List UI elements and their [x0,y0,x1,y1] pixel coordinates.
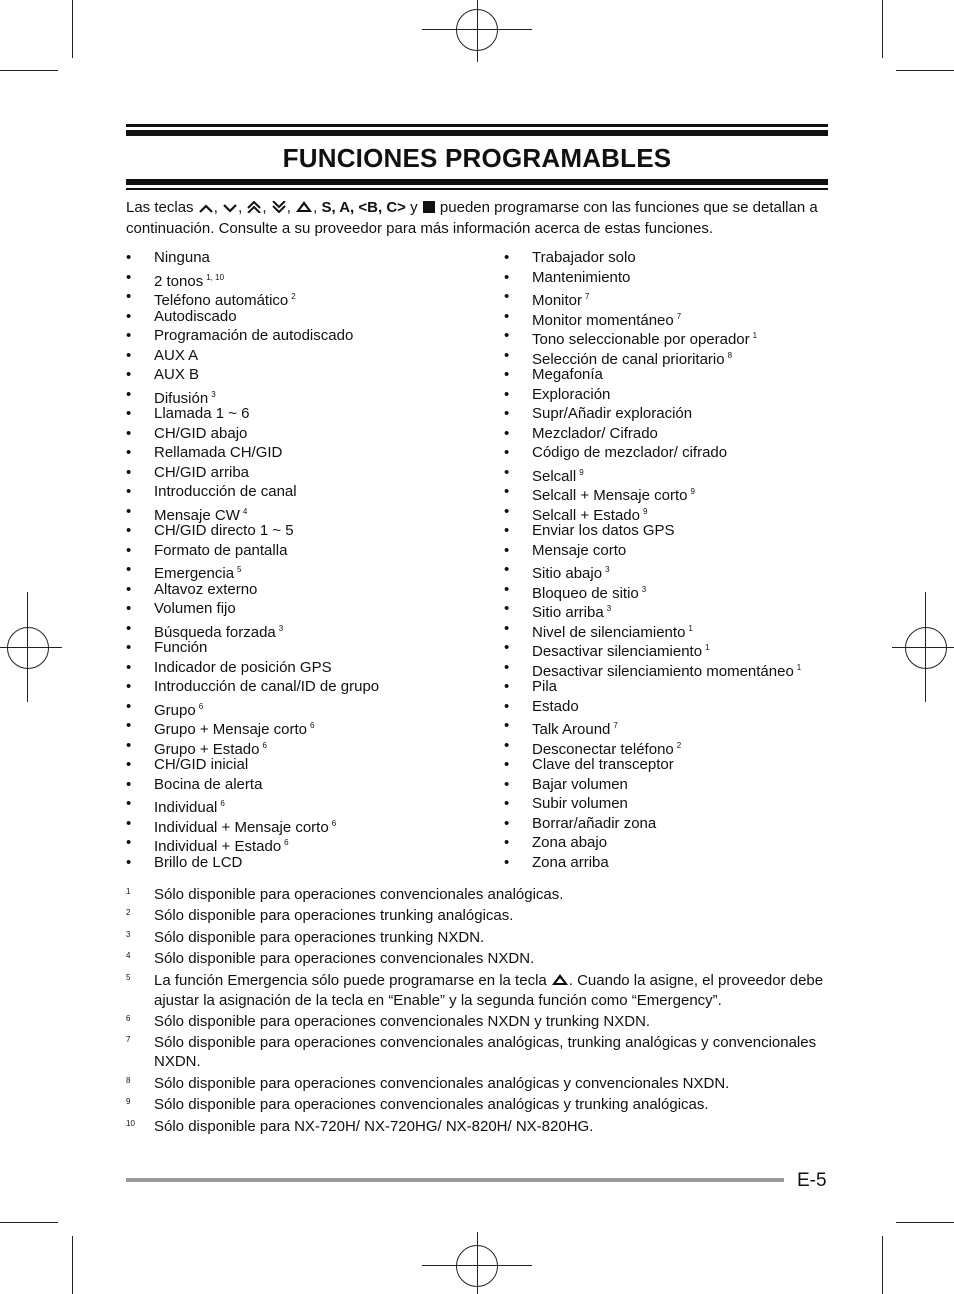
bullet: • [126,697,132,715]
list-item-label: Mensaje CW [154,506,240,524]
list-item [126,599,379,619]
bullet: • [504,717,510,734]
bullet: • [126,346,132,364]
list-item [504,814,801,834]
bullet: • [126,522,132,539]
list-item-label: Volumen fijo [154,600,236,617]
list-item-label: Monitor momentáneo [532,311,674,329]
chevron-down-icon [223,199,237,219]
list-item-label: Estado [532,697,579,715]
bullet: • [504,346,510,364]
list-item-label: Búsqueda forzada [154,623,276,641]
list-item-label: Emergencia [154,565,235,582]
footnote-number: 5 [126,972,131,982]
list-item [504,697,801,717]
bullet: • [504,444,510,461]
bullet: • [126,288,132,305]
footnote-ref: 1, 10 [206,272,225,282]
bullet: • [126,483,132,500]
bullet: • [504,502,510,520]
footnote-ref: 6 [220,799,225,808]
footnote [126,906,828,925]
list-item [504,521,801,541]
bullet: • [126,385,132,403]
list-item [126,736,379,756]
bullet: • [504,658,510,676]
list-item-label: Monitor [532,292,583,309]
emergency-triangle-icon [296,199,312,219]
list-item [504,736,801,756]
list-item-label: Grupo + Estado [154,740,260,758]
list-item [504,502,801,522]
footnote-ref: 6 [284,838,289,847]
list-item [504,755,801,775]
footnote-ref: 2 [291,292,296,301]
footnote [126,1033,828,1071]
bullet: • [504,853,510,871]
double-chevron-down-icon [272,199,286,219]
footnote-ref: 3 [278,623,284,633]
list-item-label: AUX A [154,346,199,364]
list-item-label: Desactivar silenciamiento [532,643,703,660]
bullet: • [126,795,132,812]
bullet: • [504,288,510,305]
list-item [126,424,379,444]
list-item-label: Desactivar silenciamiento momentáneo [532,662,794,680]
footnote-ref: 1 [752,331,758,340]
list-item-label: Formato de pantalla [154,541,288,559]
list-item [504,326,801,346]
list-item [504,833,801,853]
footnote-ref: 5 [237,565,242,574]
list-item [126,814,379,834]
list-item-label: Trabajador solo [532,249,636,266]
list-item [126,521,379,541]
list-item-label: AUX B [154,366,200,383]
bullet: • [126,678,132,695]
list-item-label: Bloqueo de sitio [532,584,639,602]
page-number: E-5 [797,1170,827,1191]
list-item-label: Llamada 1 ~ 6 [154,405,250,422]
list-item-label: Selección de canal prioritario [532,350,725,368]
bullet: • [126,541,132,559]
footnote-text: Sólo disponible para operaciones convencionales analógicas y convencionales NXDN. [154,1074,730,1092]
footnote-ref: 7 [613,721,618,730]
list-item-label: Nivel de silenciamiento [532,623,686,641]
intro-paragraph: Las teclas , , , , , S, A, <B, C> y pueden programarse con las funciones que se detallan a continuación. Consulte a su proveedor para más información acerca de estas funciones. [126,199,818,237]
list-item [126,502,379,522]
footnote-text: Sólo disponible para NX-720H/ NX-720HG/ NX-820H/ NX-820HG. [154,1117,594,1135]
list-item-label: Introducción de canal/ID de grupo [154,678,380,695]
list-item-label: Selcall + Estado [532,506,640,524]
bullet: • [504,268,510,286]
bullet: • [126,619,132,637]
bullet: • [504,600,510,617]
footnote [126,928,828,947]
list-item [126,755,379,775]
bullet: • [504,366,510,383]
footnote [126,1012,828,1031]
list-item-label: Zona arriba [532,853,609,871]
list-item [126,541,379,561]
footnote-ref: 3 [606,604,612,613]
list-item [504,775,801,795]
list-item-label: Código de mezclador/ cifrado [532,444,728,461]
function-list-left [126,248,379,872]
list-item [504,716,801,736]
bullet: • [126,756,132,773]
list-item-label: Bajar volumen [532,775,628,793]
list-item [504,638,801,658]
footnote [126,1074,828,1093]
footnote-number: 9 [126,1097,131,1107]
list-item [504,307,801,327]
list-item-label: Mensaje corto [532,541,627,559]
bullet: • [504,678,510,695]
list-item-label: Grupo + Mensaje corto [154,721,307,738]
footnote-ref: 7 [585,292,590,301]
footnote-ref: 4 [242,506,248,516]
footnote-number: 7 [126,1035,131,1045]
emergency-triangle-icon [548,972,568,991]
bullet: • [126,405,132,422]
list-item [504,443,801,463]
list-item-label: Individual [154,799,218,816]
footnote-ref: 7 [676,311,682,321]
bullet: • [504,736,510,754]
list-item-label: Exploración [532,385,611,403]
list-item [504,619,801,639]
list-item-label: Mezclador/ Cifrado [532,424,658,442]
list-item-label: Programación de autodiscado [154,327,354,344]
title-rule-top [126,124,828,127]
bullet: • [504,834,510,851]
bullet: • [504,697,510,715]
footnote-ref: 1 [705,643,710,652]
bullet: • [504,561,510,578]
list-item [126,307,379,327]
footnote-text-continued: . Cuando la asigne, el proveedor debe ajustar la asignación de la tecla en “Enable” y la segunda función como “Emergency”. [154,971,824,1009]
title-rule-bottom-heavy [126,179,828,185]
list-item-label: Autodiscado [154,307,237,325]
list-item-label: Sitio arriba [532,604,604,621]
bullet: • [126,249,132,266]
list-item [504,580,801,600]
list-item [126,619,379,639]
list-item [504,482,801,502]
list-item [126,697,379,717]
list-item [504,541,801,561]
list-item-label: Enviar los datos GPS [532,522,675,539]
list-item-label: CH/GID inicial [154,756,249,773]
footnote-ref: 9 [690,487,695,496]
bullet: • [126,307,132,325]
bullet: • [126,775,132,793]
list-item [504,853,801,873]
list-item [126,443,379,463]
list-item-label: Grupo [154,701,196,719]
list-item [126,248,379,268]
footnote-number: 3 [126,929,131,939]
footnote-text: Sólo disponible para operaciones convencionales NXDN. [154,950,535,968]
list-item [126,385,379,405]
list-item [126,716,379,736]
list-item-label: Ninguna [154,249,210,266]
list-item-label: Desconectar teléfono [532,740,674,758]
footnote-ref: 9 [642,506,648,516]
function-list-right [504,248,801,872]
bullet: • [504,463,510,481]
footnote-ref: 3 [641,584,647,594]
list-item-label: Supr/Añadir exploración [532,405,693,422]
bullet: • [126,717,132,734]
bullet: • [126,502,132,520]
bullet: • [126,366,132,383]
list-item [126,775,379,795]
list-item-label: CH/GID arriba [154,463,250,481]
list-item-label: Borrar/añadir zona [532,814,657,832]
list-item [504,287,801,307]
bullet: • [126,639,132,656]
bullet: • [504,580,510,598]
bullet: • [504,814,510,832]
bullet: • [504,405,510,422]
list-item-label: Individual + Mensaje corto [154,818,329,836]
footnote [126,885,828,904]
footnote-ref: 3 [605,565,610,574]
list-item-label: Introducción de canal [154,483,297,500]
page-title: FUNCIONES PROGRAMABLES [282,143,672,173]
footnote-number: 10 [126,1118,135,1128]
bullet: • [126,268,132,286]
list-item [504,560,801,580]
footnote-ref: 1 [688,623,693,633]
footnote-text: Sólo disponible para operaciones trunking analógicas. [154,907,514,925]
list-item [126,833,379,853]
list-item-label: Difusión [154,389,209,407]
list-item [504,385,801,405]
bullet: • [126,600,132,617]
list-item [126,404,379,424]
list-item [126,638,379,658]
list-item [504,248,801,268]
list-item-label: Tono seleccionable por operador [532,331,750,348]
list-item-label: CH/GID directo 1 ~ 5 [154,522,294,539]
list-item-label: Teléfono automático [154,292,289,309]
list-item [504,794,801,814]
footnote-ref: 9 [579,467,584,477]
footnote [126,971,828,1010]
list-item [126,677,379,697]
footnote-ref: 6 [262,740,267,750]
list-item-label: 2 tonos [154,272,204,290]
footnote-number: 2 [126,908,131,918]
footnote [126,1095,828,1114]
list-item [126,268,379,288]
list-item [504,658,801,678]
list-item [126,287,379,307]
bullet: • [504,541,510,559]
footnote-ref: 2 [676,740,682,750]
footnote-ref: 6 [331,818,337,828]
list-item-label: Clave del transceptor [532,756,674,773]
bullet: • [126,327,132,344]
square-key-icon [423,199,435,219]
footnote-ref: 8 [727,350,733,360]
bullet: • [126,853,132,871]
list-item [126,346,379,366]
list-item [126,482,379,502]
list-item-label: Individual + Estado [154,838,282,855]
footnote [126,1117,828,1136]
list-item-label: Bocina de alerta [154,775,263,793]
list-item-label: Altavoz externo [154,580,258,598]
footnote-text: Sólo disponible para operaciones convencionales NXDN y trunking NXDN. [154,1012,651,1030]
footnote-ref: 6 [310,721,315,730]
list-item-label: Rellamada CH/GID [154,444,283,461]
list-item [504,463,801,483]
footnote [126,949,828,968]
list-item [126,580,379,600]
list-item-label: Selcall + Mensaje corto [532,487,688,504]
list-item [126,853,379,873]
list-item [504,365,801,385]
footnote-ref: 1 [796,662,802,672]
title-rule-bottom [126,188,828,190]
list-item-label: Sitio abajo [532,565,603,582]
footnote-text: Sólo disponible para operaciones convencionales analógicas, trunking analógicas y convencionales NXDN. [154,1034,817,1071]
list-item-label: Mantenimiento [532,268,631,286]
list-item-label: Pila [532,678,558,695]
bullet: • [504,639,510,656]
bullet: • [504,756,510,773]
list-item [126,326,379,346]
bullet: • [126,580,132,598]
footnote-ref: 3 [211,389,216,399]
list-item [504,346,801,366]
bullet: • [126,444,132,461]
bullet: • [504,775,510,793]
list-item-label: Función [154,639,208,656]
bullet: • [504,619,510,637]
footnote-number: 8 [126,1075,131,1085]
list-item [504,424,801,444]
bullet: • [504,522,510,539]
list-item-label: Megafonía [532,366,603,383]
bullet: • [126,561,132,578]
bullet: • [504,795,510,812]
footnote-number: 1 [126,887,131,896]
bullet: • [126,658,132,676]
list-item-label: Zona abajo [532,834,608,851]
footnote-number: 4 [126,951,131,961]
list-item [126,794,379,814]
list-item [504,404,801,424]
title-rule-top-heavy [126,130,828,136]
bullet: • [504,424,510,442]
list-item-label: Subir volumen [532,795,628,812]
double-chevron-up-icon [247,199,261,219]
bullet: • [504,327,510,344]
list-item [126,658,379,678]
bullet: • [126,814,132,832]
bullet: • [126,463,132,481]
list-item-label: Talk Around [532,721,611,738]
footnote-ref: 6 [198,701,204,711]
list-item-label: Selcall [532,467,577,485]
list-item-label: Indicador de posición GPS [154,658,332,676]
footnote-text: Sólo disponible para operaciones convencionales analógicas. [154,886,564,903]
list-item [126,560,379,580]
list-item-label: CH/GID abajo [154,424,248,442]
list-item [504,599,801,619]
footnotes [126,885,828,1138]
footnote-number: 6 [126,1013,131,1023]
bullet: • [504,249,510,266]
list-item-label: Brillo de LCD [154,853,243,871]
footnote-text: Sólo disponible para operaciones trunking NXDN. [154,928,485,946]
bullet: • [126,424,132,442]
bullet: • [126,736,132,754]
list-item [504,677,801,697]
list-item [504,268,801,288]
bullet: • [504,307,510,325]
bullet: • [504,483,510,500]
footer-rule [126,1178,784,1182]
footnote-text: Sólo disponible para operaciones convencionales analógicas y trunking analógicas. [154,1096,709,1114]
chevron-up-icon [199,199,213,219]
footnote-text: La función Emergencia sólo puede programarse en la tecla [154,971,547,989]
list-item [126,463,379,483]
list-item [126,365,379,385]
bullet: • [126,834,132,851]
bullet: • [504,385,510,403]
